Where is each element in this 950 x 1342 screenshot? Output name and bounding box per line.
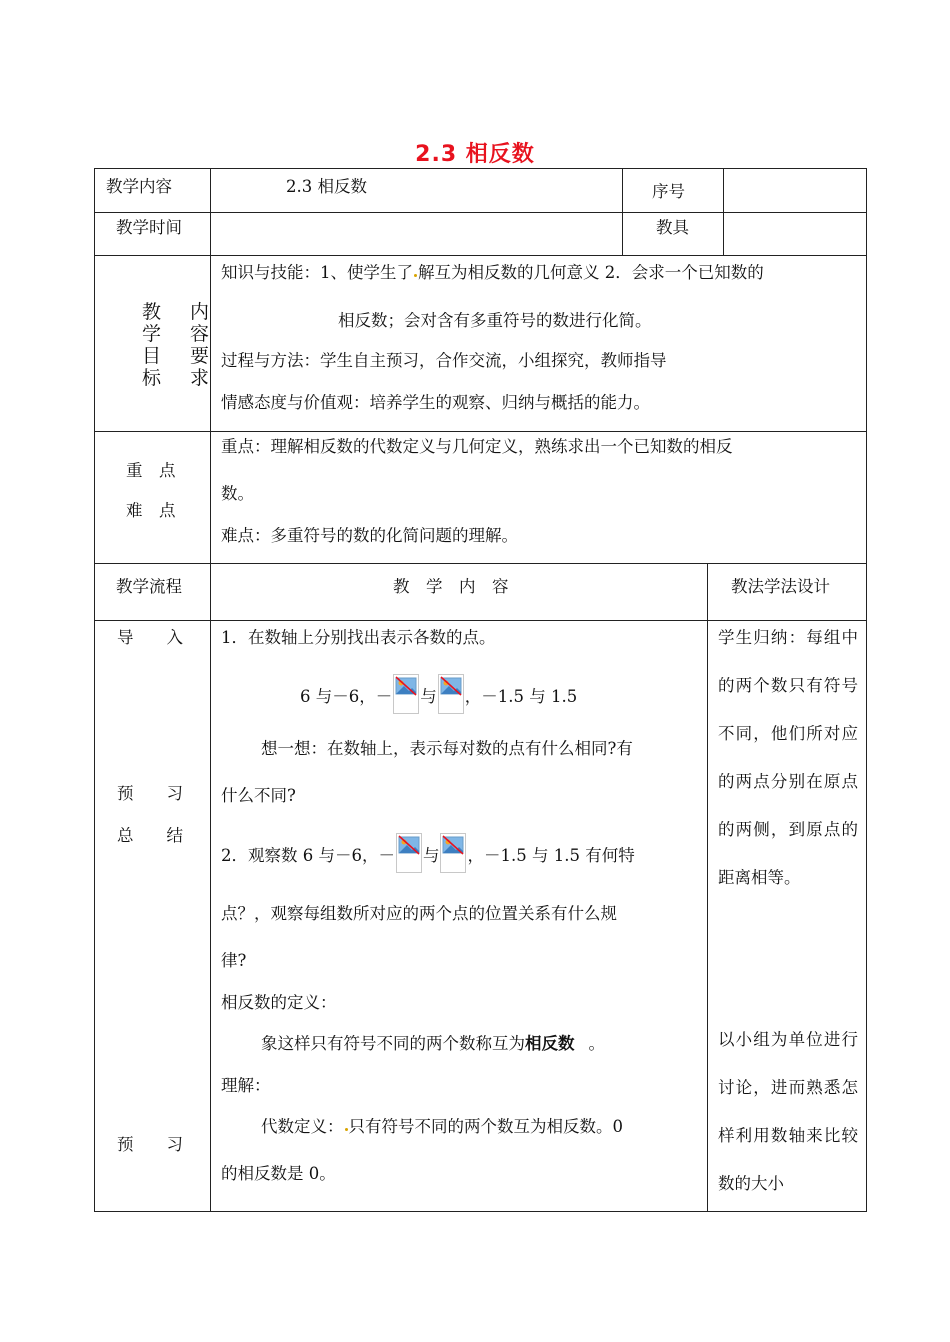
goals-label-char: 标 bbox=[142, 367, 162, 389]
goals-label-char: 内 bbox=[190, 301, 210, 323]
key-line-1: 重点：理解相反数的代数定义与几何定义，熟练求出一个已知数的相反 bbox=[221, 437, 733, 456]
goals-label-char: 要 bbox=[190, 345, 210, 367]
understand-label: 理解： bbox=[221, 1076, 271, 1095]
stage-preview: 预 习 bbox=[117, 784, 183, 803]
marker-dot bbox=[345, 1128, 348, 1131]
question-2: 2．观察数 6 与－6，－ 与 ，－1.5 与 1.5 有何特 bbox=[221, 833, 635, 873]
stage-summary: 总 结 bbox=[117, 826, 183, 845]
content-value: 2.3 相反数 bbox=[286, 177, 367, 196]
think-line-1: 想一想：在数轴上，表示每对数的点有什么相同?有 bbox=[261, 739, 633, 758]
difficulty-label: 难 点 bbox=[126, 501, 176, 520]
stage-intro: 导 入 bbox=[117, 628, 183, 647]
broken-image-icon bbox=[396, 833, 422, 873]
method-note-2: 以小组为单位进行讨论，进而熟悉怎样利用数轴来比较数的大小 bbox=[718, 1030, 858, 1193]
keyword-opposite-number: 相反数 bbox=[525, 1034, 575, 1053]
goals-label-char: 教 bbox=[142, 301, 162, 323]
goals-line-1: 知识与技能：1、使学生了 解互为相反数的几何意义 2．会求一个已知数的 bbox=[221, 263, 764, 282]
aids-label: 教具 bbox=[656, 218, 689, 237]
stage-preview-2: 预 习 bbox=[117, 1135, 183, 1154]
flow-col-stage: 教学流程 bbox=[116, 577, 182, 596]
question-1-numbers: 6 与－6，－ 与 ，－1.5 与 1.5 bbox=[300, 674, 577, 714]
question-2-line-3: 律? bbox=[221, 951, 247, 970]
goals-label-char: 目 bbox=[142, 345, 162, 367]
definition-line: 象这样只有符号不同的两个数称互为相反数 。 bbox=[261, 1034, 605, 1053]
question-1: 1．在数轴上分别找出表示各数的点。 bbox=[221, 628, 496, 647]
broken-image-icon bbox=[438, 674, 464, 714]
goals-label-char: 求 bbox=[190, 367, 210, 389]
page-title: 2.3 相反数 bbox=[415, 142, 535, 167]
key-label: 重 点 bbox=[126, 461, 176, 480]
time-label: 教学时间 bbox=[116, 218, 182, 237]
flow-col-method: 教法学法设计 bbox=[731, 577, 830, 596]
broken-image-icon bbox=[393, 674, 419, 714]
goals-label-char: 容 bbox=[190, 323, 210, 345]
seq-label: 序号 bbox=[652, 182, 685, 201]
definition-title: 相反数的定义： bbox=[221, 993, 337, 1012]
algebraic-definition-line-2: 的相反数是 0。 bbox=[221, 1164, 336, 1183]
goals-line-4: 情感态度与价值观：培养学生的观察、归纳与概括的能力。 bbox=[221, 393, 650, 412]
question-2-line-2: 点？，观察每组数所对应的两个点的位置关系有什么规 bbox=[221, 904, 617, 923]
method-note-1: 学生归纳：每组中的两个数只有符号不同，他们所对应的两点分别在原点的两侧，到原点的距离相等。 bbox=[718, 628, 858, 887]
flow-col-content: 教 学 内 容 bbox=[393, 577, 509, 596]
marker-dot bbox=[414, 274, 417, 277]
broken-image-icon bbox=[440, 833, 466, 873]
goals-line-3: 过程与方法：学生自主预习，合作交流，小组探究，教师指导 bbox=[221, 351, 667, 370]
goals-line-2: 相反数；会对含有多重符号的数进行化简。 bbox=[338, 311, 652, 330]
think-line-2: 什么不同? bbox=[221, 786, 296, 805]
content-label: 教学内容 bbox=[106, 177, 172, 196]
algebraic-definition: 代数定义： 只有符号不同的两个数互为相反数。0 bbox=[261, 1117, 623, 1136]
goals-label-char: 学 bbox=[142, 323, 162, 345]
key-line-2: 数。 bbox=[221, 484, 254, 503]
key-line-3: 难点：多重符号的数的化简问题的理解。 bbox=[221, 526, 518, 545]
